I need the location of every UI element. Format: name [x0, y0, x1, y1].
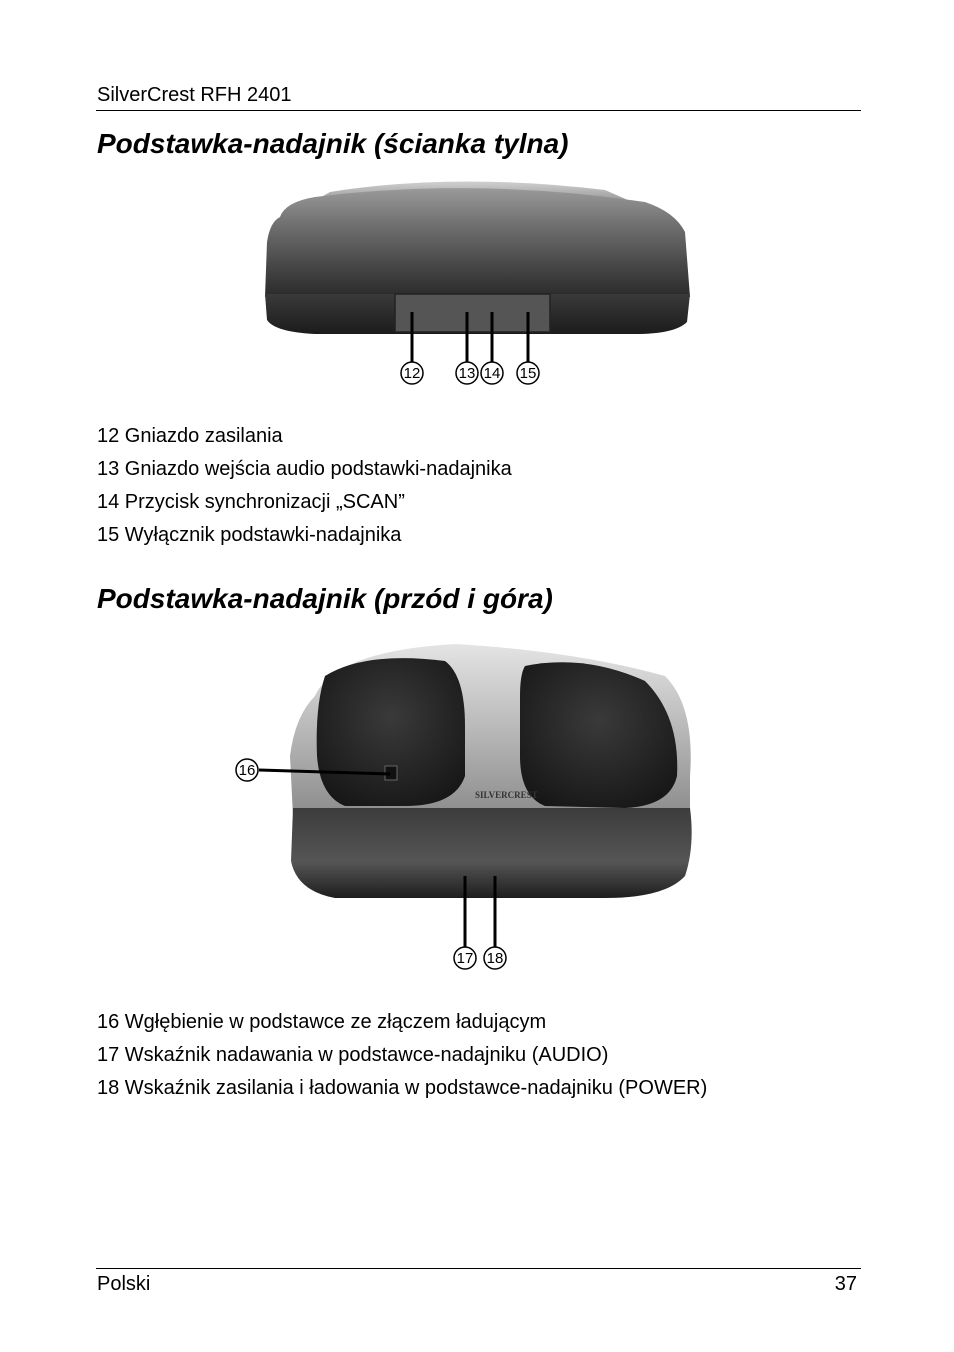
transmitter-front-photo [225, 636, 705, 976]
page-number: 37 [834, 1273, 857, 1295]
callout-18: 18 [486, 950, 504, 967]
silvercrest-logo: SILVERCREST [475, 790, 538, 800]
callout-13: 13 [458, 365, 476, 382]
footer-rule [96, 1268, 861, 1269]
section-heading-back: Podstawka-nadajnik (ścianka tylna) [97, 128, 569, 159]
list-item: 13 Gniazdo wejścia audio podstawki-nadajnika [97, 458, 512, 480]
back-parts-list [97, 420, 512, 552]
header-rule [96, 110, 861, 111]
list-item: 15 Wyłącznik podstawki-nadajnika [97, 524, 402, 546]
callout-12: 12 [403, 365, 421, 382]
footer-language: Polski [97, 1273, 151, 1295]
list-item: 16 Wgłębienie w podstawce ze złączem ładującym [97, 1011, 547, 1033]
list-item: 18 Wskaźnik zasilania i ładowania w podstawce-nadajniku (POWER) [97, 1077, 708, 1099]
document-header-title: SilverCrest RFH 2401 [97, 84, 292, 106]
list-item: 12 Gniazdo zasilania [97, 425, 283, 447]
callout-14: 14 [483, 365, 501, 382]
callout-16: 16 [238, 762, 256, 779]
list-item: 14 Przycisk synchronizacji „SCAN” [97, 491, 405, 513]
transmitter-back-photo [255, 172, 695, 387]
list-item: 17 Wskaźnik nadawania w podstawce-nadajniku (AUDIO) [97, 1044, 609, 1066]
callout-15: 15 [519, 365, 537, 382]
front-parts-list [97, 1006, 707, 1105]
section-heading-front: Podstawka-nadajnik (przód i góra) [97, 583, 553, 614]
callout-17: 17 [456, 950, 474, 967]
